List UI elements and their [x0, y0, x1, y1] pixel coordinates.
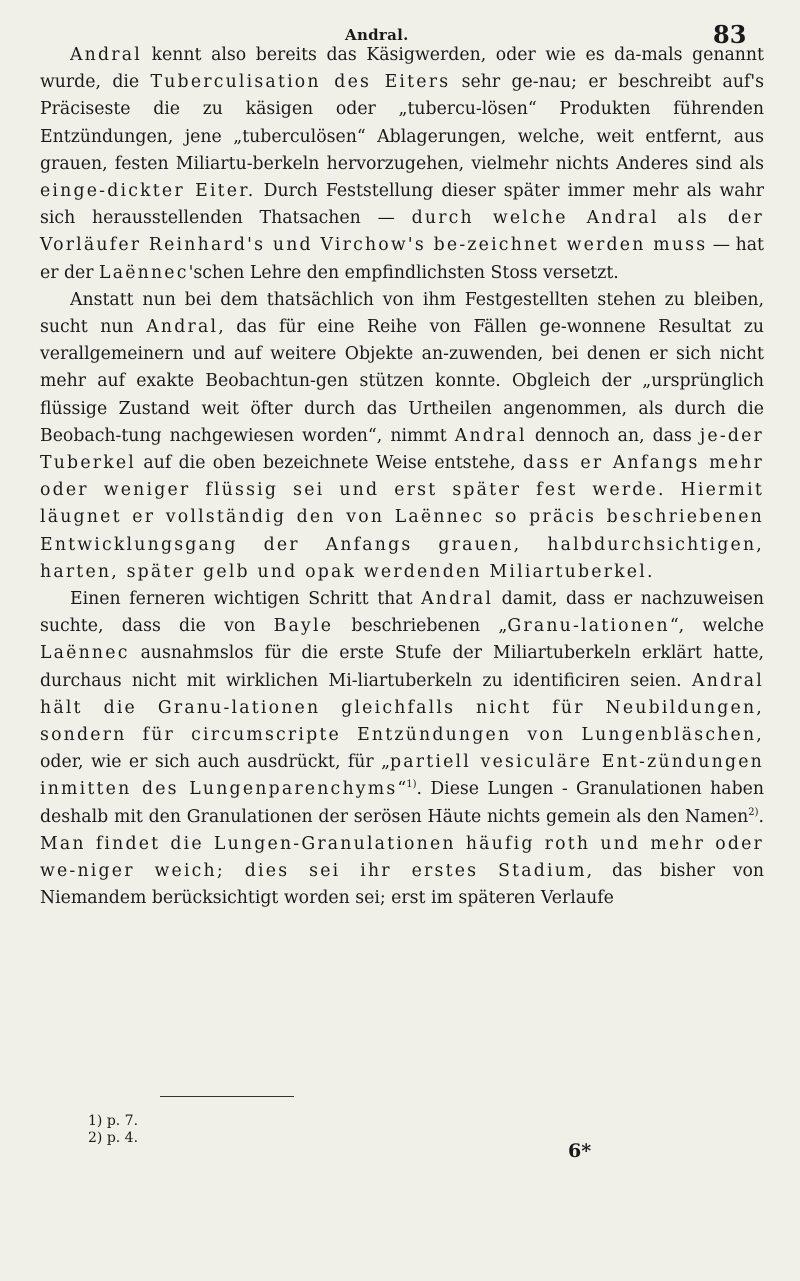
text-run: Durch Feststellung dieser später immer mehr als wahr sich herausstellenden Thatsachen —	[40, 181, 764, 229]
footnote-divider	[160, 1096, 294, 1097]
text-run: “	[397, 779, 407, 800]
footnotes	[88, 1113, 138, 1147]
text-run: damit, dass er nachzuweisen suchte, dass die von	[40, 589, 764, 637]
spaced-emphasis: Tuberculisation des Eiters	[150, 72, 451, 93]
text-run: 'schen Lehre den empfindlichsten Stoss versetzt.	[188, 262, 619, 283]
text-run: ausnahmslos für die erste Stufe der Miliartuberkeln erklärt hatte, durchaus nicht mit wirklichen Mi-liartuberkeln zu identificiren seien.	[40, 643, 764, 691]
spaced-emphasis: partiell vesiculäre Ent-zündungen inmitten des Lungenparenchyms	[40, 752, 764, 800]
spaced-emphasis: Laënnec	[99, 262, 189, 283]
printer-signature: 6*	[568, 1140, 592, 1162]
text-run: “, welche	[669, 616, 764, 637]
spaced-emphasis: Laënnec	[40, 643, 130, 664]
body-text	[40, 42, 764, 913]
spaced-emphasis: Andral	[70, 45, 142, 65]
text-run: sehr ge-nau; er beschreibt auf's Präciseste die zu käsigen oder „tubercu-lösen“ Produkten führenden Entzündungen, jene „tuberculösen“ Ablagerungen, welche, weit entfernt, aus grauen, festen Miliartu-berkeln hervorzugehen, vielmehr nichts Anderes sind als	[40, 72, 764, 174]
spaced-emphasis: Andral	[421, 589, 494, 610]
spaced-emphasis: Andral	[454, 425, 527, 446]
text-run: — hat er der	[40, 235, 764, 283]
paragraph	[40, 287, 764, 586]
text-run: Einen ferneren wichtigen Schritt that	[70, 589, 422, 610]
spaced-emphasis: Bayle	[273, 616, 334, 637]
paragraph	[40, 586, 764, 912]
spaced-emphasis: Granu-lationen	[507, 616, 670, 637]
spaced-emphasis: je-der Tuberkel	[40, 425, 765, 474]
text-run: oder, wie er sich auch ausdrückt, für „	[40, 752, 391, 773]
running-title: Andral.	[345, 26, 409, 44]
text-run: auf die oben bezeichnete Weise entstehe,	[136, 453, 523, 474]
text-run: Anstatt nun bei dem thatsächlich von ihm Festgestellten stehen zu bleiben, sucht nun	[40, 289, 764, 338]
text-run: das bisher von Niemandem berücksichtigt worden sei; erst im späteren Verlaufe	[40, 861, 764, 909]
paragraph	[40, 42, 764, 287]
footnote-2: 2) p. 4.	[88, 1130, 139, 1146]
footnote-1: 1) p. 7.	[88, 1113, 139, 1129]
spaced-emphasis: Andral hält die Granu-lationen gleichfalls nicht für Neubildungen, sondern für circumscripte Entzündungen von Lungenbläschen,	[40, 670, 764, 746]
spaced-emphasis: Man findet die Lungen-Granulationen häufig roth und mehr oder we-niger weich; dies sei ihr erstes Stadium,	[40, 833, 764, 882]
text-run: . Diese Lungen - Granulationen haben deshalb mit den Granulationen der serösen Häute nichts gemein als den Namen	[40, 779, 764, 827]
footnote-ref: 1)	[406, 779, 417, 791]
page-number: 83	[713, 20, 747, 49]
spaced-emphasis: einge-dickter Eiter.	[40, 181, 256, 202]
footnote-ref: 2)	[748, 806, 759, 818]
spaced-emphasis: dass er Anfangs mehr oder weniger flüssig sei und erst später fest werde. Hiermit läugnet er vollständig den von Laënnec so präcis beschriebenen Entwicklungsgang der Anfangs grauen, halbdurchsichtigen, harten, später gelb und opak werdenden Miliartuberkel.	[40, 453, 764, 582]
text-run: kennt also bereits das Käsigwerden, oder wie es da-mals genannt wurde, die	[40, 45, 764, 93]
text-run: beschriebenen „	[333, 616, 508, 637]
text-run: .	[758, 806, 764, 827]
spaced-emphasis: Andral	[146, 317, 219, 338]
spaced-emphasis: durch welche Andral als der Vorläufer Reinhard's und Virchow's be-zeichnet werden muss	[40, 208, 764, 256]
text-run: , das für eine Reihe von Fällen ge-wonnene Resultat zu verallgemeinern und auf weitere Objekte an-zuwenden, bei denen er sich nicht mehr auf exakte Beobachtun-gen stützen konnte. Obgleich der „ursprünglich flüssige Zustand weit öfter durch das Urtheilen angenommen, als durch die Beobach-tung nachgewiesen worden“, nimmt	[40, 317, 764, 446]
text-run: dennoch an, dass	[526, 425, 700, 446]
